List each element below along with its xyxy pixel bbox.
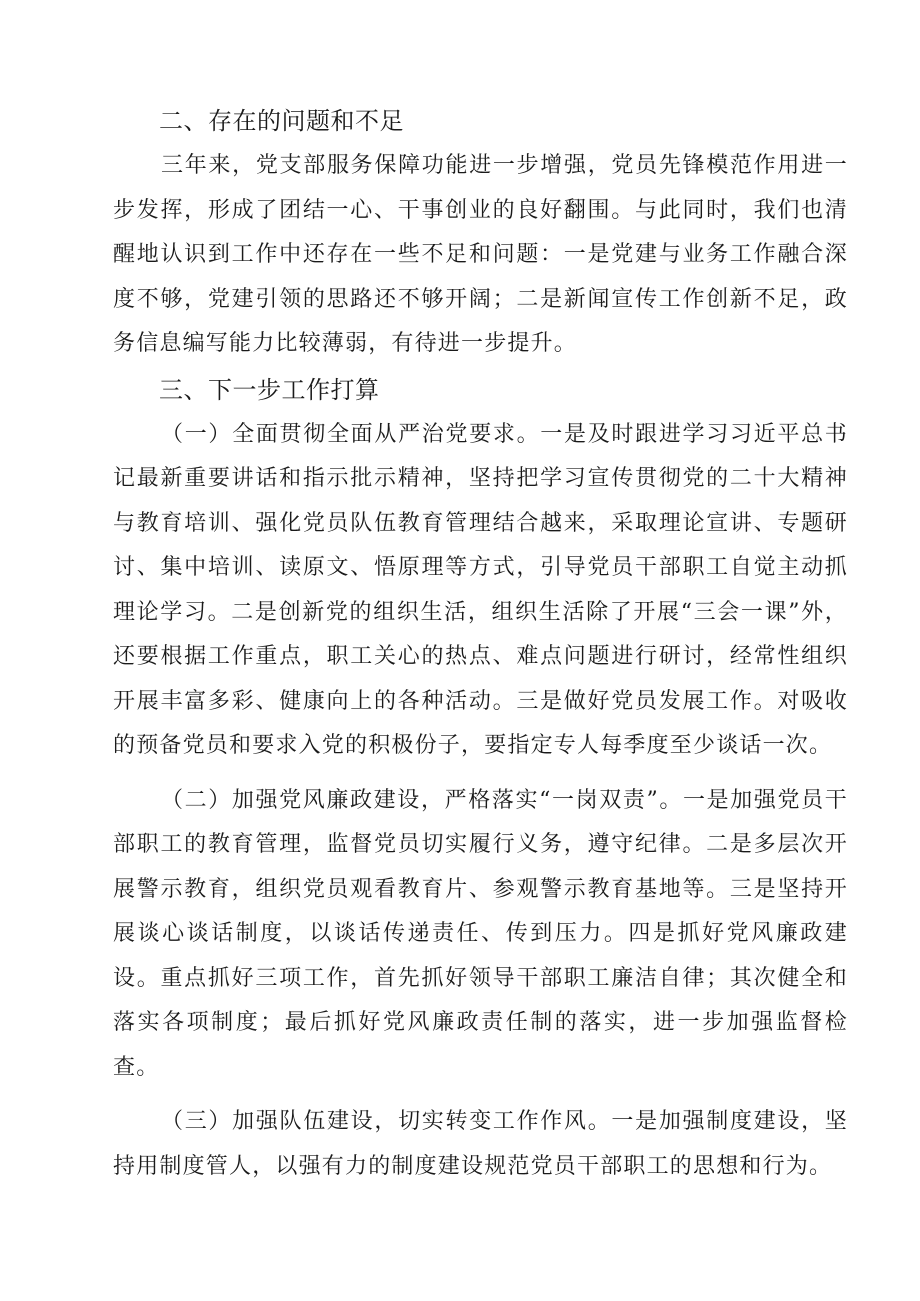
paragraph-item-1: （一）全面贯彻全面从严治党要求。一是及时跟进学习习近平总书记最新重要讲话和指示批示精神，坚持把学习宣传贯彻党的二十大精神与教育培训、强化党员队伍教育管理结合越来，采取理论宣讲、专题研讨、集中培训、读原文、悟原理等方式，引导党员干部职工自觉主动抓理论学习。二是创新党的组织生活，组织生活除了开展“三会一课”外，还要根据工作重点，职工关心的热点、难点问题进行研讨，经常性组织开展丰富多彩、健康向上的各种活动。三是做好党员发展工作。对吸收的预备党员和要求入党的积极份子，要指定专人每季度至少谈话一次。 (113, 421, 848, 758)
paragraph-problems: 三年来，党支部服务保障功能进一步增强，党员先锋模范作用进一步发挥，形成了团结一心、干事创业的良好翻围。与此同时，我们也清醒地认识到工作中还存在一些不足和问题：一是党建与业务工作融合深度不够，党建引领的思路还不够开阔；二是新闻宣传工作创新不足，政务信息编写能力比较薄弱，有待进一步提升。 (113, 153, 848, 356)
section-heading-next-steps: 三、下一步工作打算 (159, 375, 380, 404)
paragraph-item-2: （二）加强党风廉政建设，严格落实“一岗双责”。一是加强党员干部职工的教育管理，监督党员切实履行义务，遵守纪律。二是多层次开展警示教育，组织党员观看教育片、参观警示教育基地等。三是坚持开展谈心谈话制度，以谈话传递责任、传到压力。四是抓好党风廉政建设。重点抓好三项工作，首先抓好领导干部职工廉洁自律；其次健全和落实各项制度；最后抓好党风廉政责任制的落实，进一步加强监督检查。 (113, 787, 848, 1080)
paragraph-item-3: （三）加强队伍建设，切实转变工作作风。一是加强制度建设，坚持用制度管人，以强有力的制度建设规范党员干部职工的思想和行为。 (113, 1109, 848, 1179)
document-body (113, 98, 848, 1189)
section-heading-problems: 二、存在的问题和不足 (159, 107, 404, 135)
